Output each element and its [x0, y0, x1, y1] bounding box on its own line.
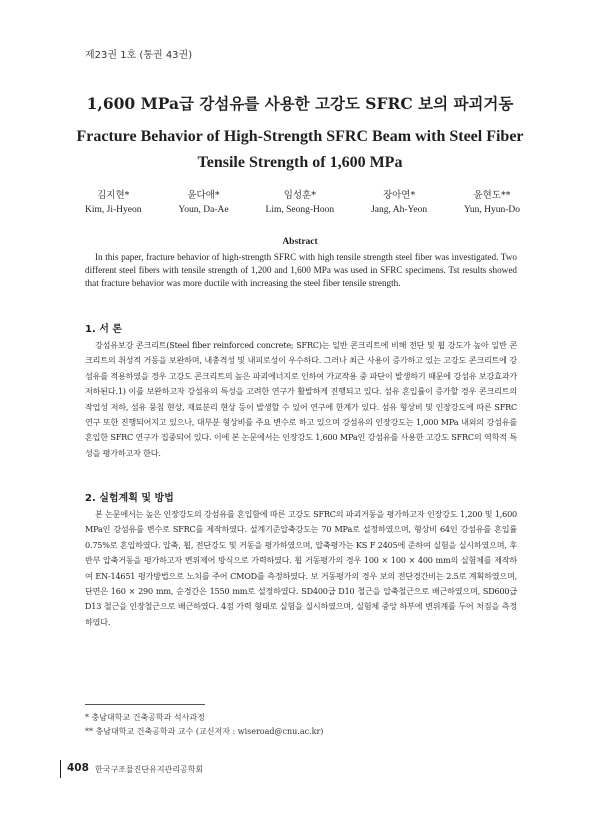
footer-divider	[60, 760, 61, 778]
author-name-korean: 윤다애*	[187, 190, 220, 201]
footnote-divider	[85, 704, 205, 705]
author-name-english: Lim, Seong-Hoon	[265, 205, 335, 215]
footnote-affiliation-student: * 충남대학교 건축공학과 석사과정	[85, 713, 205, 722]
author-name-korean: 윤현도**	[473, 190, 511, 201]
section-text-introduction: 강섬유보강 콘크리트(Steel fiber reinforced concrete; SFRC)는 일반 콘크리트에 비해 전단 및 휨 강도가 높아 일반 콘크리트의 취성적 거동을 보완하며, 내충격성 및 내피로성이 우수하다. 그러나 최근 사용이 증가하고 있는 고강도 콘크리트에 강섬유를 적용하였을 경우 고강도 콘크리트의 높은 파괴에너지로 인하여 가교작용 중 파단이 발생하기 때문에 강섬유 보강효과가 저하된다.1) 이를 보완하고자 강섬유의 특성을 고려한 연구가 활발하게 진행되고 있다. 섬유 혼입률이 증가할 경우 콘크리트의 작업성 저하, 섬유 뭉침 현상, 재료분리 현상 등이 발생할 수 있어 연구에 한계가 있다. 섬유 형상비 및 인장강도에 따른 SFRC 연구 또한 진행되어지고 있으나, 대부분 형상비를 주요 변수로 하고 있으며 강섬유의 인장강도는 1,000 MPa 내외의 강섬유를 혼입한 SFRC 연구가 집중되어 있다. 이에 본 논문에서는 인장강도 1,600 MPa인 강섬유를 사용한 고강도 SFRC의 역학적 특성을 평가하고자 한다.	[85, 340, 517, 458]
title-korean: 1,600 MPa급 강섬유를 사용한 고강도 SFRC 보의 파괴거동	[86, 94, 514, 113]
footnote-affiliation-professor: ** 충남대학교 건축공학과 교수 (교신저자 : wiseroad@cnu.ac.kr)	[85, 727, 324, 736]
author-name-korean: 장아연*	[382, 190, 416, 201]
journal-name: 한국구조물진단유지관리공학회	[95, 765, 204, 774]
author-name-english: Jang, Ah-Yeon	[371, 205, 428, 215]
author	[85, 187, 141, 215]
abstract-heading: Abstract	[282, 237, 318, 247]
author-name-english: Kim, Ji-Hyeon	[85, 205, 142, 215]
issue-info: 제23권 1호 (통권 43권)	[85, 50, 193, 61]
section-heading-methods: 2. 실험계획 및 방법	[85, 493, 174, 504]
author-name-english: Youn, Da-Ae	[178, 205, 229, 215]
author-name-korean: 임성훈*	[283, 190, 316, 201]
author-name-english: Yun, Hyun-Do	[464, 205, 520, 215]
author	[464, 187, 520, 215]
author	[266, 187, 335, 215]
section-heading-introduction: 1. 서 론	[85, 324, 123, 335]
abstract-text: In this paper, fracture behavior of high-strength SFRC with high tensile strength steel fiber was investigated. Two different steel fibers with tensile strength of 1,200 and 1,600 MPa was used in SFRC specimens. Tst results showed that fracture behavior was more ductile with increasing the steel fiber tensile strength.	[85, 252, 517, 289]
page-number: 408	[67, 762, 89, 774]
author-list	[85, 187, 520, 215]
section-text-methods: 본 논문에서는 높은 인장강도의 강섬유를 혼입함에 따른 고강도 SFRC의 파괴거동을 평가하고자 인장강도 1,200 및 1,600 MPa인 강섬유를 변수로 SFRC를 제작하였다. 설계기준압축강도는 70 MPa로 설정하였으며, 형상비 64인 강섬유를 혼입률 0.75%로 혼입하였다. 압축, 휨, 전단강도 및 거동을 평가하였으며, 압축평가는 KS F 2405에 준하여 실험을 실시하였으며, 후반부 압축거동을 평가하고자 변위제어 방식으로 가력하였다. 휨 거동평가의 경우 100 × 100 × 400 mm의 실험체를 제작하여 EN-14651 평가방법으로 노치를 주어 CMOD를 측정하였다. 보 거동평가의 경우 보의 전단경간비는 2.5로 계획하였으며, 단면은 160 × 290 mm, 순경간은 1550 mm로 설정하였다. SD400급 D10 철근을 압축철근으로 배근하였으며, SD600급 D13 철근을 인장철근으로 배근하였다. 4점 가력 형태로 실험을 실시하였으며, 실험체 중앙 하부에 변위계를 두어 처짐을 측정하였다.	[85, 509, 517, 627]
author	[178, 187, 228, 215]
title-english: Fracture Behavior of High-Strength SFRC Beam with Steel Fiber Tensile Strength of 1,600 MPa	[76, 128, 524, 171]
author-name-korean: 김지현*	[97, 190, 130, 201]
author	[371, 187, 427, 215]
